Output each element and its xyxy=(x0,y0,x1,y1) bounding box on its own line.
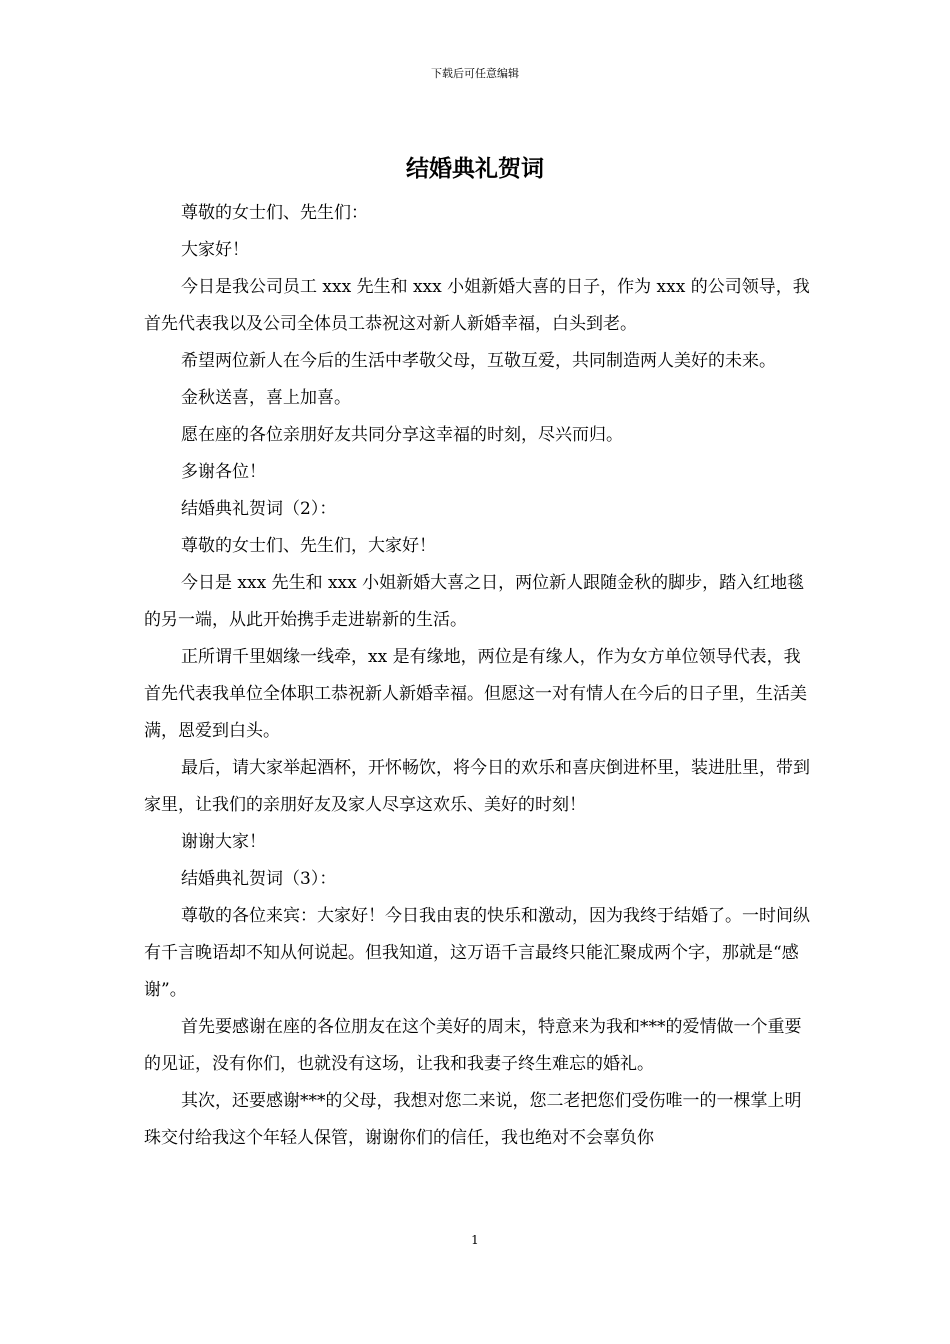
paragraph: 金秋送喜，喜上加喜。 xyxy=(181,388,351,408)
paragraph: 今日是我公司员工 xxx 先生和 xxx 小姐新婚大喜的日子，作为 xxx 的公司领导，我首先代表我以及公司全体员工恭祝这对新人新婚幸福，白头到老。 xyxy=(144,277,810,334)
section-heading: 结婚典礼贺词（3）： xyxy=(181,869,337,889)
paragraph: 大家好！ xyxy=(181,240,249,260)
paragraph: 正所谓千里姻缘一线牵，xx 是有缘地，两位是有缘人，作为女方单位领导代表，我首先代表我单位全体职工恭祝新人新婚幸福。但愿这一对有情人在今后的日子里，生活美满，恩爱到白头。 xyxy=(144,647,807,741)
paragraph: 愿在座的各位亲朋好友共同分享这幸福的时刻，尽兴而归。 xyxy=(181,425,623,445)
paragraph: 首先要感谢在座的各位朋友在这个美好的周末，特意来为我和***的爱情做一个重要的见证，没有你们，也就没有这场，让我和我妻子终生难忘的婚礼。 xyxy=(144,1017,802,1074)
paragraph: 尊敬的女士们、先生们，大家好！ xyxy=(181,536,436,556)
paragraph: 今日是 xxx 先生和 xxx 小姐新婚大喜之日，两位新人跟随金秋的脚步，踏入红地毯的另一端，从此开始携手走进崭新的生活。 xyxy=(144,573,805,630)
paragraph: 尊敬的女士们、先生们： xyxy=(181,203,368,223)
page-header: 下载后可任意编辑 xyxy=(431,67,519,80)
page-number: 1 xyxy=(471,1233,479,1247)
section-heading: 结婚典礼贺词（2）： xyxy=(181,499,337,519)
document-title: 结婚典礼贺词 xyxy=(406,155,544,182)
paragraph: 尊敬的各位来宾：大家好！今日我由衷的快乐和激动，因为我终于结婚了。一时间纵有千言晚语却不知从何说起。但我知道，这万语千言最终只能汇聚成两个字，那就是“感谢”。 xyxy=(144,906,810,1000)
paragraph: 多谢各位！ xyxy=(181,462,266,482)
document-body xyxy=(144,195,812,1157)
paragraph: 其次，还要感谢***的父母，我想对您二来说，您二老把您们受伤唯一的一棵掌上明珠交付给我这个年轻人保管，谢谢你们的信任，我也绝对不会辜负你 xyxy=(144,1091,802,1148)
paragraph: 希望两位新人在今后的生活中孝敬父母，互敬互爱，共同制造两人美好的未来。 xyxy=(181,351,776,371)
paragraph: 谢谢大家！ xyxy=(181,832,266,852)
paragraph: 最后，请大家举起酒杯，开怀畅饮，将今日的欢乐和喜庆倒进杯里，装进肚里，带到家里，让我们的亲朋好友及家人尽享这欢乐、美好的时刻！ xyxy=(144,758,810,815)
